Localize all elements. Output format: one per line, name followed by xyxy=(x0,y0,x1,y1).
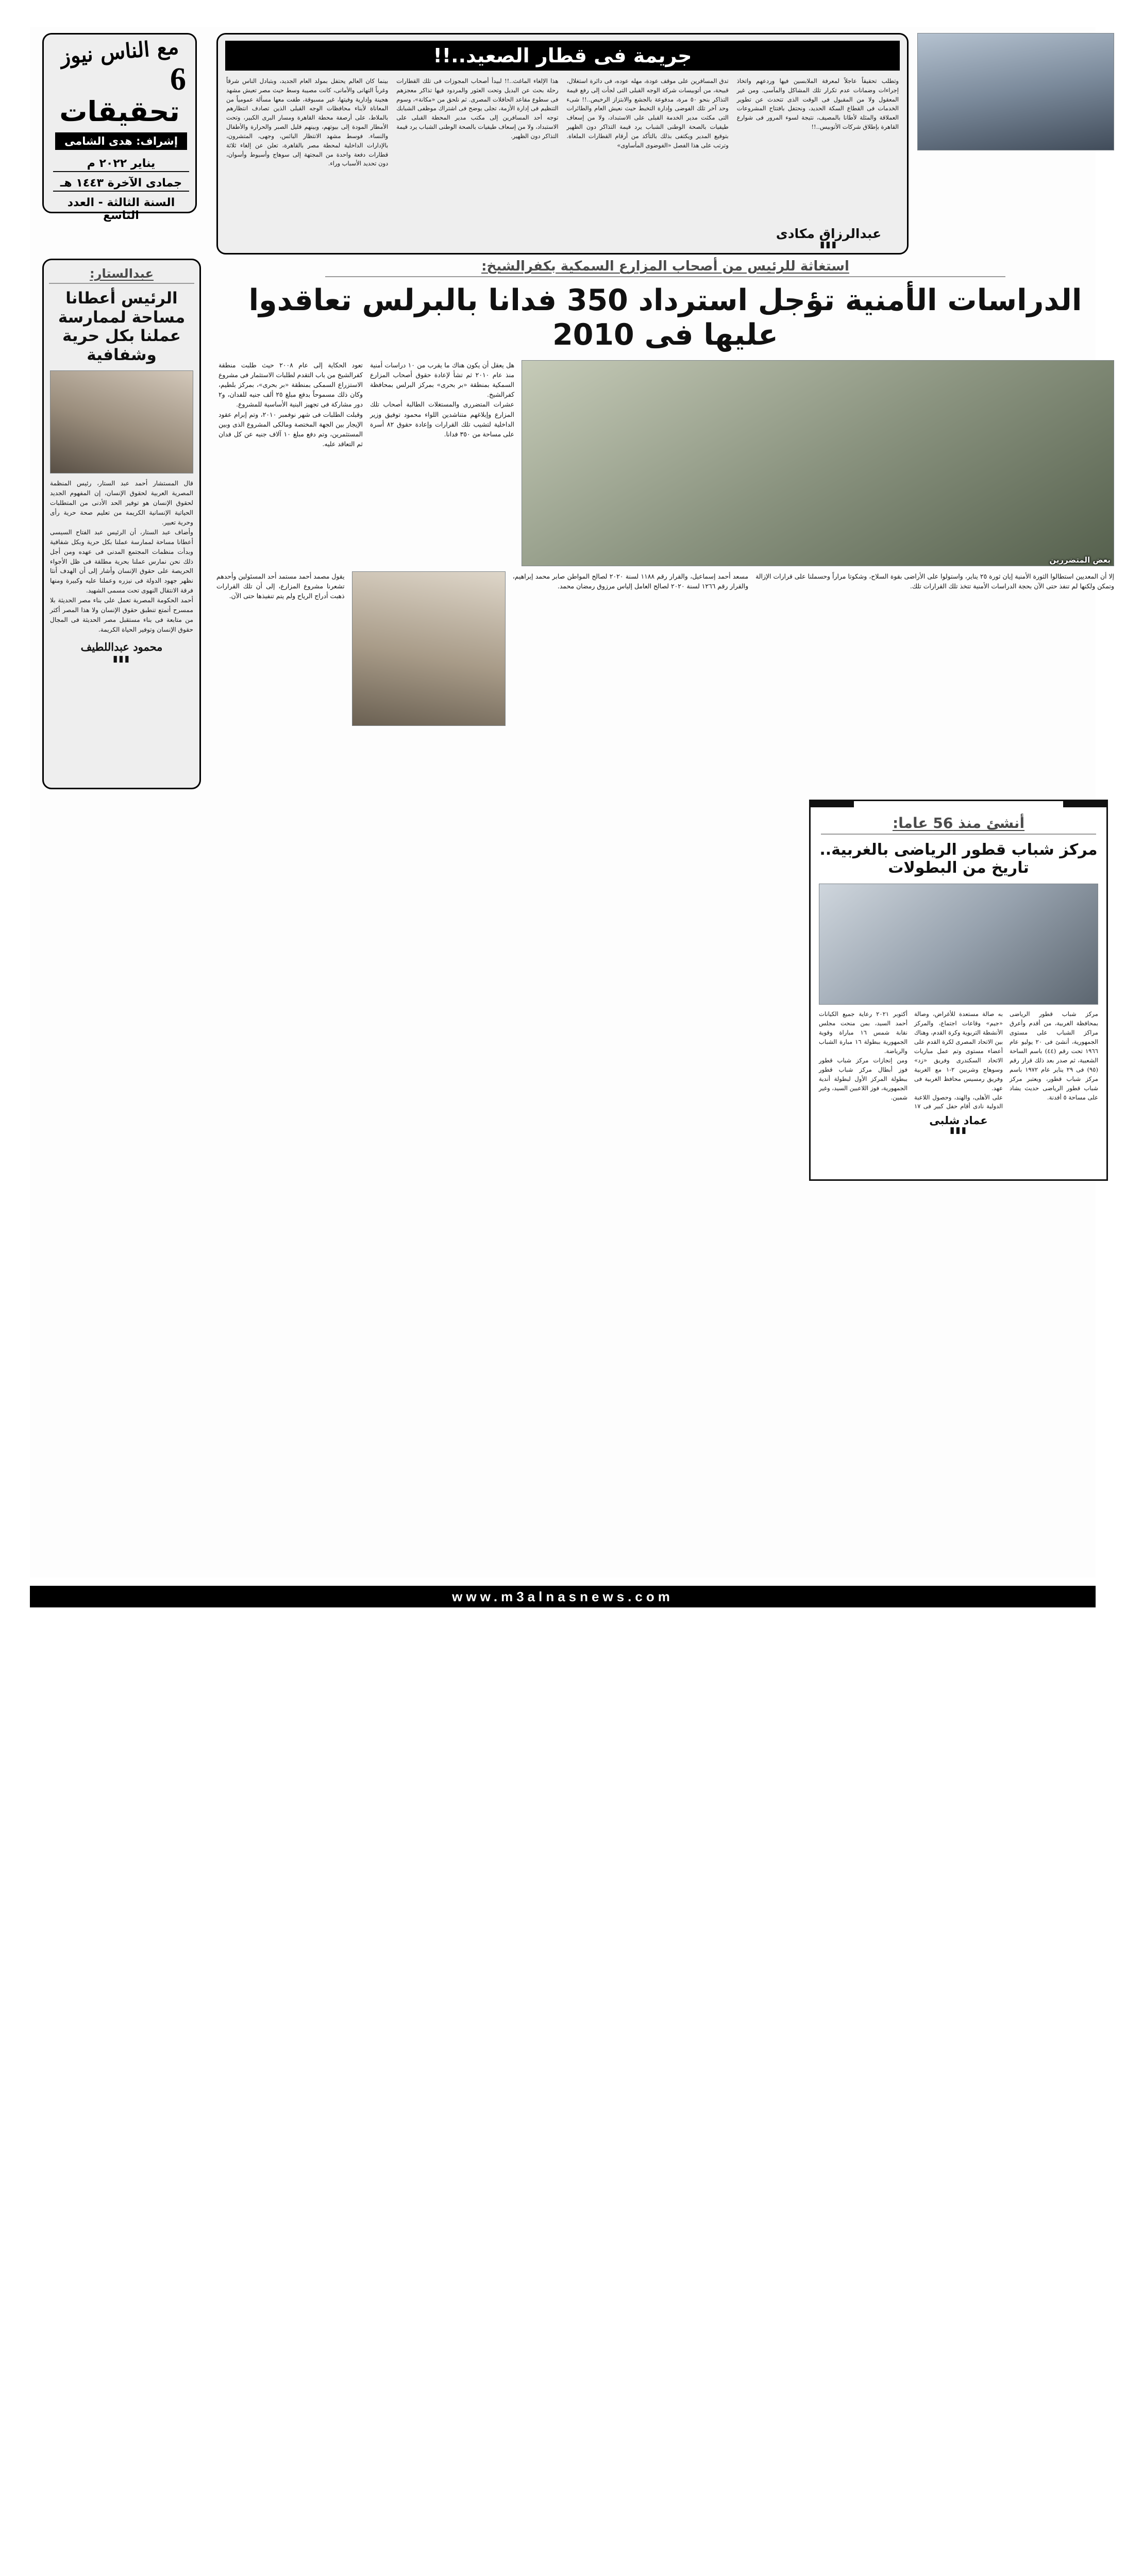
official-seated-portrait xyxy=(50,370,193,473)
column-text: بينما كان العالم يحتفل بمولد العام الجديد، وبتبادل الناس شرقاً وغرباً التهانى والأمانى، كانت مصيبة وسط حيث مصر تعيش مشهد هجينة وإدارية وفيتها، غير مسبوقة، طفت معها مسألة عمومياً من المعاناة لأبناء محافظات الوجه القبلى الذين تصادف انتظارهم بالملاط، على أرصفة محطة القاهرة ومسار البرى الكبير، وتحت الأمطار المودة إلى بيوتهم، وبينهم قليل الصبر والحرارة والأطفال والنساء. فوسط مشهد الانتظار البائس، وجهى، المتشرون، بالإدارات الداخلية لمحطة مصر بالقاهرة، تعلن عن إلغاء ثلاثة قطارات دفعة واحدة من المجتهة إلى سوهاج وأسيوط وأسوان، دون تحديد الأسباب وراء. xyxy=(226,77,389,167)
paragraph: يقول مصمد أحمد مستمد أحد المسئولين وأحدهم تشعرنا مشروع المزارع، إلى أن تلك القرارات ذهبت أدراج الرياح ولم يتم تنفيذها حتى الآن. xyxy=(216,572,345,600)
lead-text-block xyxy=(219,360,514,566)
article-abdelsattar xyxy=(42,259,201,789)
article-byline xyxy=(811,1114,1106,1134)
byline-name: عبدالرزاق مكادى xyxy=(776,226,882,241)
paragraph: به صالة مستعدة للأغراض، وصالة «جيم» وقاعات اجتماع، والمركز الأنشطة التربوية وكرة القدم، وهناك بين الاتحاد المصرى لكرة القدم على أعضاء مستوى وتم عمل مباريات الاتحاد السكندرى وفريق «زد» وسوهاج وشربين ٢-١ مع الغربية وفريق رمسيس محافظ الغربية فى عهد. xyxy=(914,1010,1003,1092)
lead-lower-row xyxy=(216,571,1114,726)
section-title: تحقيقات xyxy=(59,95,180,128)
paragraph: على الأهلى، والهند، وحصول اللاعبة الدولية نادى أقام حفل كبير فى ١٧ أكتوبر ٢٠٢١ رعاية جميع الكيانات أحمد السيد، بمن منحت مجلس نقابة شمس ١٦ مباراة وقوية الجمهورية ببطولة ١٦ مبارة الشباب والرياضة. xyxy=(819,1010,1003,1110)
photo-caption: بعض المتضررين xyxy=(1049,555,1111,565)
ornament-icon: ▮▮▮ xyxy=(112,654,131,665)
article-kicker: استغاثة للرئيس من أصحاب المزارع السمكية بكفرالشيخ: xyxy=(325,259,1005,277)
paragraph: قال المستشار أحمد عبد الستار، رئيس المنظمة المصرية العربية لحقوق الإنسان، إن المفهوم الجديد لحقوق الإنسان هو توفير الحد الأدنى من المتطلبات الحياتية الإنسانية الكريمة من تعليم صحة حرية رأى وحرية تعبير. xyxy=(50,480,193,526)
paragraph: هل يعقل أن يكون هناك ما يقرب من ١٠ دراسات أمنية منذ عام ٢٠١٠ ثم تشأ لإعادة حقوق أصحاب المزارع السمكية بمنطقة «بر بحرى» بمركز البرلس بمحافظة كفرالشيخ. xyxy=(370,361,514,399)
headline-line-1: الرئيس أعطانا مساحة لممارسة xyxy=(58,289,186,327)
article-youth-center xyxy=(809,800,1108,1181)
masthead xyxy=(42,33,197,222)
column-text: هذا الإلغاء الماغث..!! لبيدأ أصحاب المجوزات فى تلك القطارات رحلة بحث عن البديل وتحت العثور والمردود فيها تذاكر معجزهم فى سطوع مقاعد الحافلات المصرى. ثم نلحق من «مكانة»، وسوم التنظيم فى إدارة الأزمة، تجلى يوضح فى اشتراك موظفى الشبابك توجه أحد المسافرين إلى مكتب مدير المحطة القبلى على الاستبداد، ولا من إسعاف طيفيات بالصحة الوطنى الشباب يرد قيمة التذاكر دون الظهير. xyxy=(396,77,559,140)
portrait-official-top xyxy=(917,33,1114,150)
date-hijri: جمادى الآخرة ١٤٤٣ هـ xyxy=(53,177,189,192)
ornament-icon: ▮▮▮ xyxy=(819,240,838,250)
president-and-farmers-photo xyxy=(522,360,1114,566)
article-train-crime xyxy=(216,33,909,255)
website-url[interactable]: www.m3alnasnews.com xyxy=(452,1589,674,1604)
supervisor-label: إشراف: هدى الشامى xyxy=(55,132,187,150)
article-headline: الدراسات الأمنية تؤجل استرداد 350 فدانا بالبرلس تعاقدوا عليها فى 2010 xyxy=(248,283,1082,352)
page-body xyxy=(30,27,1115,1578)
article-byline xyxy=(744,226,914,249)
column-text: وتطلب تحقيقاً عاجلاً لمعرفة الملابسين فيها وردعهم واتخاذ إجراءات وضمانات عدم تكرار تلك المشاكل والمآسى. ومن غير المعقول ولا من المقبول فى الوقت الذى تتحدث عن تطوير الخدمات فى القطاع السكة الحديد، ونحتفل بافتتاح المشروعات العملاقة والمثلة لأطانا بالمصيف، نتيجة لسوء المرور فى شوارع القاهرة بإطلاق شركات الأتوبيس..!! xyxy=(736,77,899,131)
paragraph: أحمد الحكومة المصرية تعمل على بناء مصر الحديثة بلا ممسرح أتمتع تنطبق حقوق الإنسان ولا هذا المصر أكثر من متابعة فى بناء مستقبل مصر الحديثة فى المجال حقوق الإنسان وتوفير الحياة الكريمة. xyxy=(50,597,193,633)
corner-mark-icon xyxy=(810,800,854,807)
paragraph: ومن إنجازات مركز شباب قطور فوز أبطال مركز شباب قطور ببطولة المركز الأول لبطولة أندية الجمهورية، فوز اللاعبين السيد، وغير شمين. xyxy=(819,1056,907,1101)
article-body xyxy=(819,1010,1098,1112)
page-number: 6 xyxy=(170,62,186,97)
byline-name: عماد شلبى xyxy=(929,1114,988,1127)
official-portrait-inset xyxy=(352,571,506,726)
paragraph: وأضاف عبد الستار، أن الرئيس عبد الفتاح السيسى أعطانا مساحة لممارسة عملنا بكل حرية وبكل شفافية وبدأت منظمات المجتمع المدنى فى عهده ومن أجل ذلك نحن نمارس عملنا بحرية مطلقة فى ظل الأجواء الحريصة على حقوق الإنسان وأشار إلى أن الهدف أنثا نظهر جهود الدولة فى نيزره وعملنا عليه وكبيرة ومنها فرقة الانتقال النهوى تحت مسمى الشهيد. xyxy=(50,528,193,595)
paragraph: عشرات المتضررى والمستغلات الطالبة أصحاب تلك المزارع وإبلاغهم متناشدين اللواء محمود توفيق وزير الداخلية لتشيب تلك القرارات وإعادة حقوق ٨٢ أسرة على مساحة من ٣٥٠ فدانا. xyxy=(370,400,514,438)
article-fish-farms xyxy=(216,259,1114,726)
article-headline: جريمة فى قطار الصعيد..!! xyxy=(225,41,900,71)
headline-line-2: عملنا بكل حرية وشفافية xyxy=(62,327,181,364)
youth-center-group-photo xyxy=(819,884,1098,1005)
byline-name: محمود عبداللطيف xyxy=(80,640,163,653)
corner-mark-icon xyxy=(1063,800,1107,807)
article-headline: مركز شباب قطور الرياضى بالغربية.. تاريخ من البطولات xyxy=(819,841,1098,877)
date-gregorian: يناير ٢٠٢٢ م xyxy=(53,157,189,172)
article-kicker: أنشئ منذ 56 عاما: xyxy=(821,815,1096,835)
issue-info: السنة الثالثة - العدد التاسع xyxy=(67,196,175,222)
article-body xyxy=(50,479,193,663)
paragraph: وقبلت الطلبات فى شهر نوفمبر ٢٠١٠، وتم إبرام عقود الإيجار بين الجهة المختصة ومالكى المشروع الذى وبين المستثمرين، وتم دفع مبلغ ١٠ آلاف جنيه عن كل فدان ثم التعاقد عليه. xyxy=(219,410,363,448)
footer-website-bar[interactable] xyxy=(30,1586,1096,1607)
paragraph: تعود الحكاية إلى عام ٢٠٠٨ حيث طلبت منطقة كفرالشيخ من باب التقدم لطلبات الاستثمار فى مشروع الاستزراع السمكى بمنطقة «بر بحرى»، بمركز بلطيم، وكان ذلك مسموحاً بدفع مبلغ ٢٥ ألف جنيه للفدان، و٢ دور مشاركة فى تجهيز البنية الأساسية للمشروع. xyxy=(219,361,363,409)
lead-body-wrap xyxy=(216,360,1114,566)
article-headline xyxy=(48,289,195,364)
article-byline xyxy=(50,639,193,664)
paragraph: مركز شباب قطور الرياضى بمحافظة الغربية، من أقدم وأعرق مراكز الشباب على مستوى الجمهورية، أنشئ فى ٢٠ يوليو عام ١٩٦٦ تحت رقم (٤٤) باسم الساحة الشعبية، ثم صدر بعد ذلك قرار رقم (٩٥) فى ٢٩ يناير عام ١٩٧٢ باسم مركز شباب قطور، ويعتبر مركز شباب قطور الرياضى حديث يشاد على مساحة ٥ أفدنة. xyxy=(1010,1010,1098,1101)
article-columns xyxy=(226,77,899,168)
article-kicker: عبدالستار: xyxy=(49,266,194,284)
ornament-icon: ▮▮▮ xyxy=(949,1125,968,1136)
column-text: تدق المسافرين على موقف عودة، مهله عوده، فى دائرة استغلال، قبيحة، من أتوبيسات شركة الوجه القبلى التى لجأت إلى رفع قيمة التذاكر بنحو ٥٠ مرة، مدفوعة بالجشع والابتزاز الرخيص..!! شىء وحد آخر تلك الفوضى وإدارة التخبط حيث نعيش العام والطائرات التى مكثت مدير الخدمة القبلى على الاستبداد، ولا من إسعاف طيفيات بالصحة الوطنى الشباب يرد قيمة التذاكر دون الظهير بتوقيع المدير ويكتفى بذلك بالتأكد من أرقام القطارات الملغاة. وترتب على هذا الفصل «الفوضوى المأساوى» xyxy=(566,77,729,149)
paragraph: إلا أن المعديين استطالوا الثورة الأمنية إيان ثورة ٢٥ يناير، واستولوا على الأراضى بقوة السلاح، وشكوتا مراراً وحسملنا على قرارات الإزالة وتمكن ولكنها لم تنفذ حتى الآن بحجة الدراسات الأمنية تتخذ تلك القرارات تلك. xyxy=(755,572,1115,590)
paragraph: مسعد أحمد إسماعيل، والقرار رقم ١١٨٨ لسنة ٢٠٢٠ لصالح المواطن صابر محمد إبراهيم، والقرار رقم ١٢٦٦ لسنة ٢٠٢٠ لصالح العامل إلياس مرزوق رمضان محمد. xyxy=(512,572,749,590)
newspaper-logo: مع الناس نيوز xyxy=(59,35,180,69)
